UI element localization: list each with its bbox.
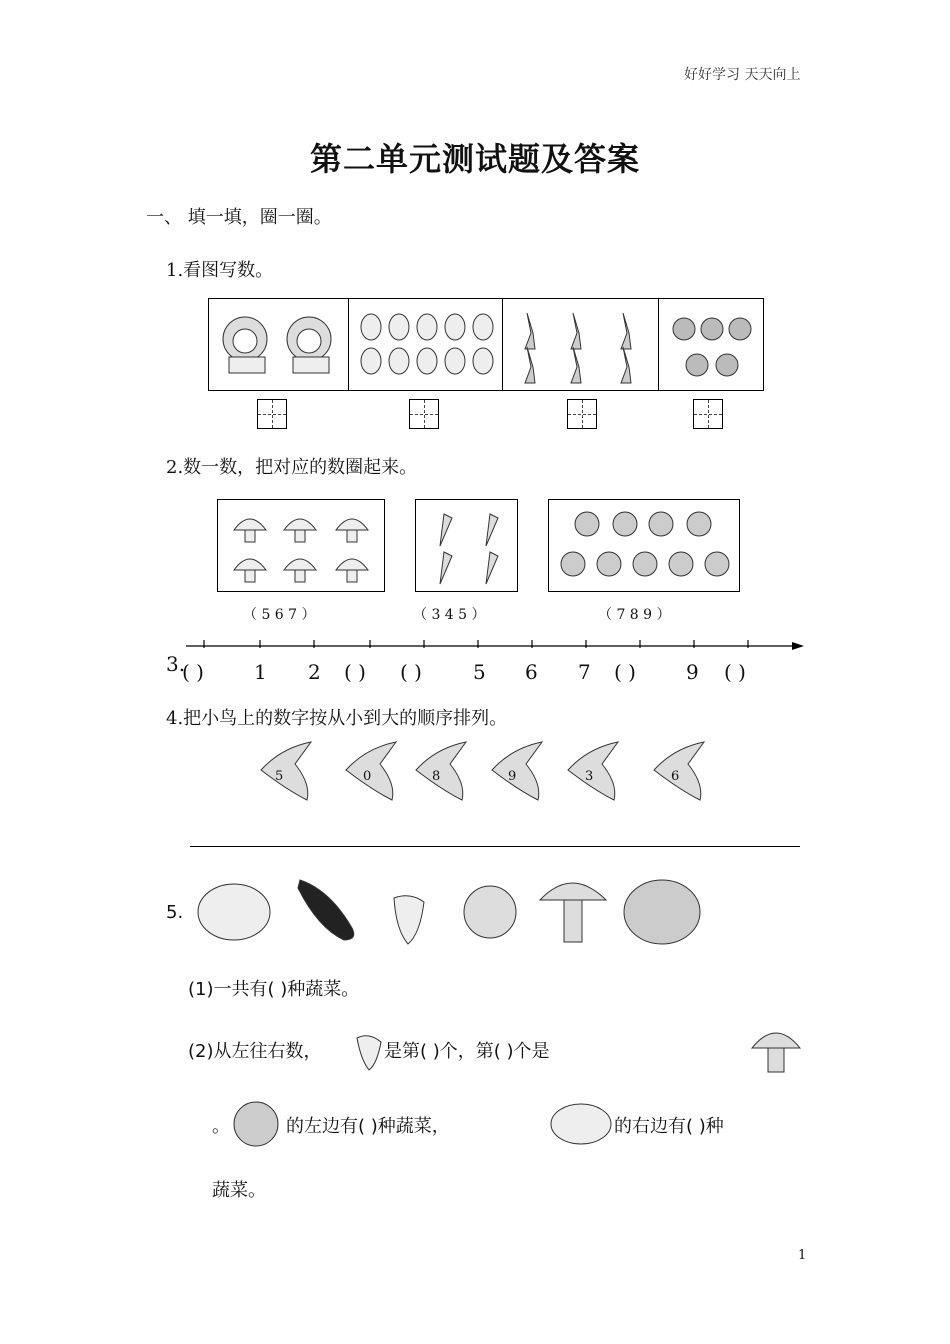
question-3-label: 3. [166,652,186,676]
carrot-icon [416,500,517,591]
eggplant-icon [298,880,354,940]
bird-number-0: 5 [275,769,284,784]
choices-carrot[interactable]: （ 3 4 5 ） [413,607,486,623]
nl-slot-3[interactable]: ( ) [344,660,366,684]
page-number: 1 [798,1248,807,1263]
leaf-icon [361,314,493,374]
bird-icon [256,740,726,806]
q5-part-3c: 的右边有( )种 [614,1116,724,1137]
answer-box-4[interactable] [693,399,723,429]
nl-slot-4[interactable]: ( ) [400,660,422,684]
nl-slot-1: 1 [254,660,267,684]
flower-panel [548,499,740,592]
page-title: 第二单元测试题及答案 [309,140,640,178]
q5-part-3b: 的左边有( )种蔬菜， [286,1116,450,1137]
nl-slot-0[interactable]: ( ) [182,660,204,684]
tomato-icon [624,880,700,944]
mushroom-small-icon [748,1020,804,1076]
question-2-label: 2.数一数，把对应的数圈起来。 [166,457,418,478]
mushroom-icon [218,500,384,591]
bird-number-5: 6 [671,769,680,784]
radish-small-icon [351,1022,385,1072]
lion-icon [223,317,331,373]
bird-number-4: 3 [585,769,594,784]
carrot-panel [415,499,518,592]
bird-number-1: 0 [363,769,372,784]
question-1-label: 1.看图写数。 [166,260,274,281]
bird-row [256,740,726,806]
radish-icon [673,318,751,376]
answer-box-1[interactable] [257,399,287,429]
mushroom-icon [540,883,606,900]
cabbage-icon [464,886,516,938]
q5-part-3a: 。 [212,1116,230,1137]
radish-icon [394,896,424,944]
nl-slot-10[interactable]: ( ) [724,660,746,684]
nl-slot-2: 2 [308,660,321,684]
nl-slot-8[interactable]: ( ) [614,660,636,684]
page-header: 好好学习 天天向上 [684,67,801,83]
bird-number-3: 9 [508,769,517,784]
q1-pictures [209,299,763,390]
question-5-label: 5. [166,902,184,923]
flower-icon [549,500,739,591]
pumpkin-icon [198,884,270,940]
rabbit-icon [525,313,631,383]
bird-number-2: 8 [432,769,441,784]
nl-slot-6: 6 [525,660,538,684]
choices-flower[interactable]: （ 7 8 9 ） [598,607,671,623]
nl-slot-5: 5 [473,660,486,684]
cabbage-small-icon [228,1094,284,1150]
vegetable-row [196,870,706,950]
answer-line[interactable] [190,846,800,847]
q5-part-2b: 是第( )个，第( )个是 [384,1041,550,1062]
nl-slot-9: 9 [686,660,699,684]
number-line [186,636,806,656]
q5-part-1: (1)一共有( )种蔬菜。 [188,979,360,1000]
choices-mushroom[interactable]: （ 5 6 7 ） [243,607,316,623]
nl-slot-7: 7 [578,660,591,684]
section-heading: 一、 填一填，圈一圈。 [146,207,332,228]
mushroom-panel [217,499,385,592]
answer-box-3[interactable] [567,399,597,429]
q1-picture-frame [208,298,764,391]
pumpkin-small-icon [548,1100,614,1146]
answer-box-2[interactable] [409,399,439,429]
q5-part-4: 蔬菜。 [212,1180,266,1201]
q5-part-2a: (2)从左往右数， [188,1041,322,1062]
question-4-label: 4.把小鸟上的数字按从小到大的顺序排列。 [166,708,508,729]
